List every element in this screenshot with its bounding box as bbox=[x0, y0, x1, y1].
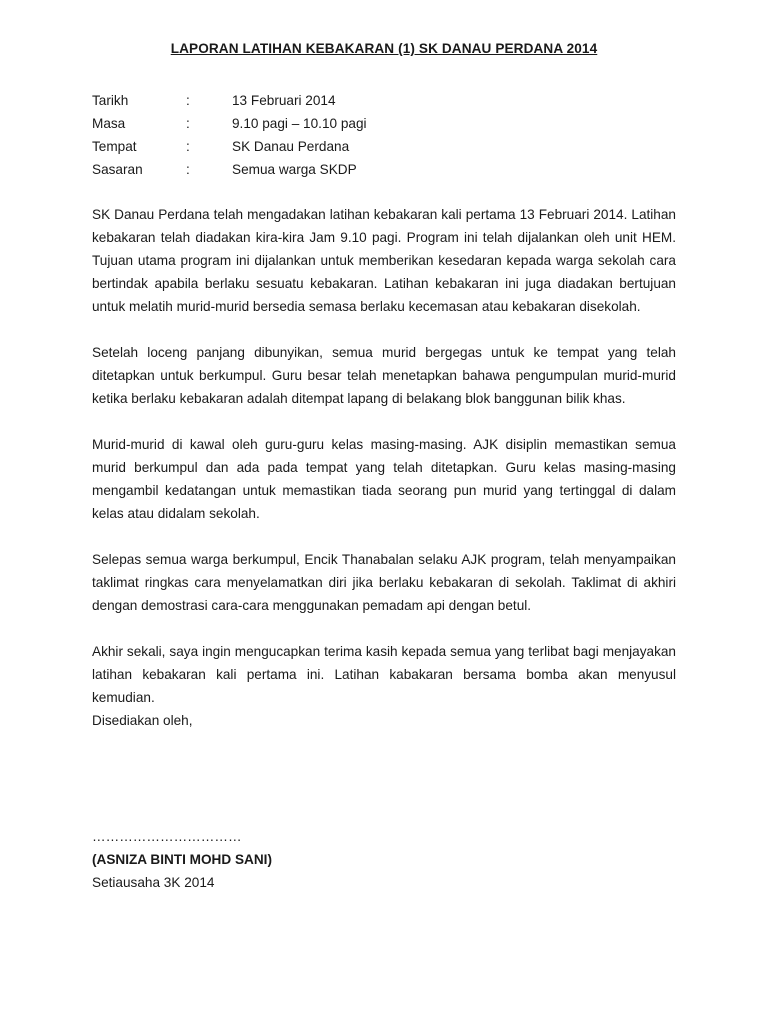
prepared-by-label: Disediakan oleh, bbox=[92, 713, 193, 728]
info-row-tempat bbox=[92, 135, 592, 158]
info-label: Masa bbox=[92, 116, 126, 131]
paragraph: Murid-murid di kawal oleh guru-guru kelas masing-masing. AJK disiplin memastikan semua murid berkumpul dan ada pada tempat yang telah ditetapkan. Guru kelas masing-masing mengambil kedatangan untuk memastikan tiada seorang pun murid yang tertinggal di dalam kelas atau didalam sekolah. bbox=[92, 437, 676, 521]
info-label: Tempat bbox=[92, 139, 137, 154]
info-label: Sasaran bbox=[92, 162, 143, 177]
report-body bbox=[92, 203, 676, 732]
info-colon: : bbox=[186, 93, 190, 108]
paragraph: Akhir sekali, saya ingin mengucapkan terima kasih kepada semua yang terlibat bagi menjayakan latihan kebakaran kali pertama ini. Latihan kabakaran bersama bomba akan menyusul kemudian. bbox=[92, 644, 676, 705]
signature-line: …………………………… bbox=[92, 829, 242, 844]
info-colon: : bbox=[186, 116, 190, 131]
info-value: 13 Februari 2014 bbox=[232, 93, 336, 108]
info-value: Semua warga SKDP bbox=[232, 162, 357, 177]
info-row-masa bbox=[92, 112, 592, 135]
info-table bbox=[92, 89, 592, 181]
info-colon: : bbox=[186, 139, 190, 154]
info-colon: : bbox=[186, 162, 190, 177]
paragraph: Selepas semua warga berkumpul, Encik Thanabalan selaku AJK program, telah menyampaikan taklimat ringkas cara menyelamatkan diri jika berlaku kebakaran di sekolah. Taklimat di akhiri dengan demostrasi cara-cara menggunakan pemadam api dengan betul. bbox=[92, 552, 676, 613]
info-row-tarikh bbox=[92, 89, 592, 112]
signer-title: Setiausaha 3K 2014 bbox=[92, 875, 215, 890]
info-row-sasaran bbox=[92, 158, 592, 181]
info-value: SK Danau Perdana bbox=[232, 139, 350, 154]
paragraph: Setelah loceng panjang dibunyikan, semua murid bergegas untuk ke tempat yang telah ditetapkan untuk berkumpul. Guru besar telah menetapkan bahawa pengumpulan murid-murid ketika berlaku kebakaran adalah ditempat lapang di belakang blok banggunan bilik khas. bbox=[92, 345, 676, 406]
info-value: 9.10 pagi – 10.10 pagi bbox=[232, 116, 367, 131]
info-label: Tarikh bbox=[92, 93, 129, 108]
signature-block bbox=[92, 825, 272, 894]
document-title: LAPORAN LATIHAN KEBAKARAN (1) SK DANAU PERDANA 2014 bbox=[170, 41, 598, 56]
paragraph: SK Danau Perdana telah mengadakan latihan kebakaran kali pertama 13 Februari 2014. Latihan kebakaran telah diadakan kira-kira Jam 9.10 pagi. Program ini telah dijalankan oleh unit HEM. Tujuan utama program ini dijalankan untuk memberikan kesedaran kepada warga sekolah cara bertindak apabila berlaku sesuatu kebakaran. Latihan kebakaran ini juga diadakan bertujuan untuk melatih murid-murid bersedia semasa berlaku kecemasan atau kebakaran disekolah. bbox=[92, 207, 676, 314]
signer-name: (ASNIZA BINTI MOHD SANI) bbox=[92, 852, 272, 867]
